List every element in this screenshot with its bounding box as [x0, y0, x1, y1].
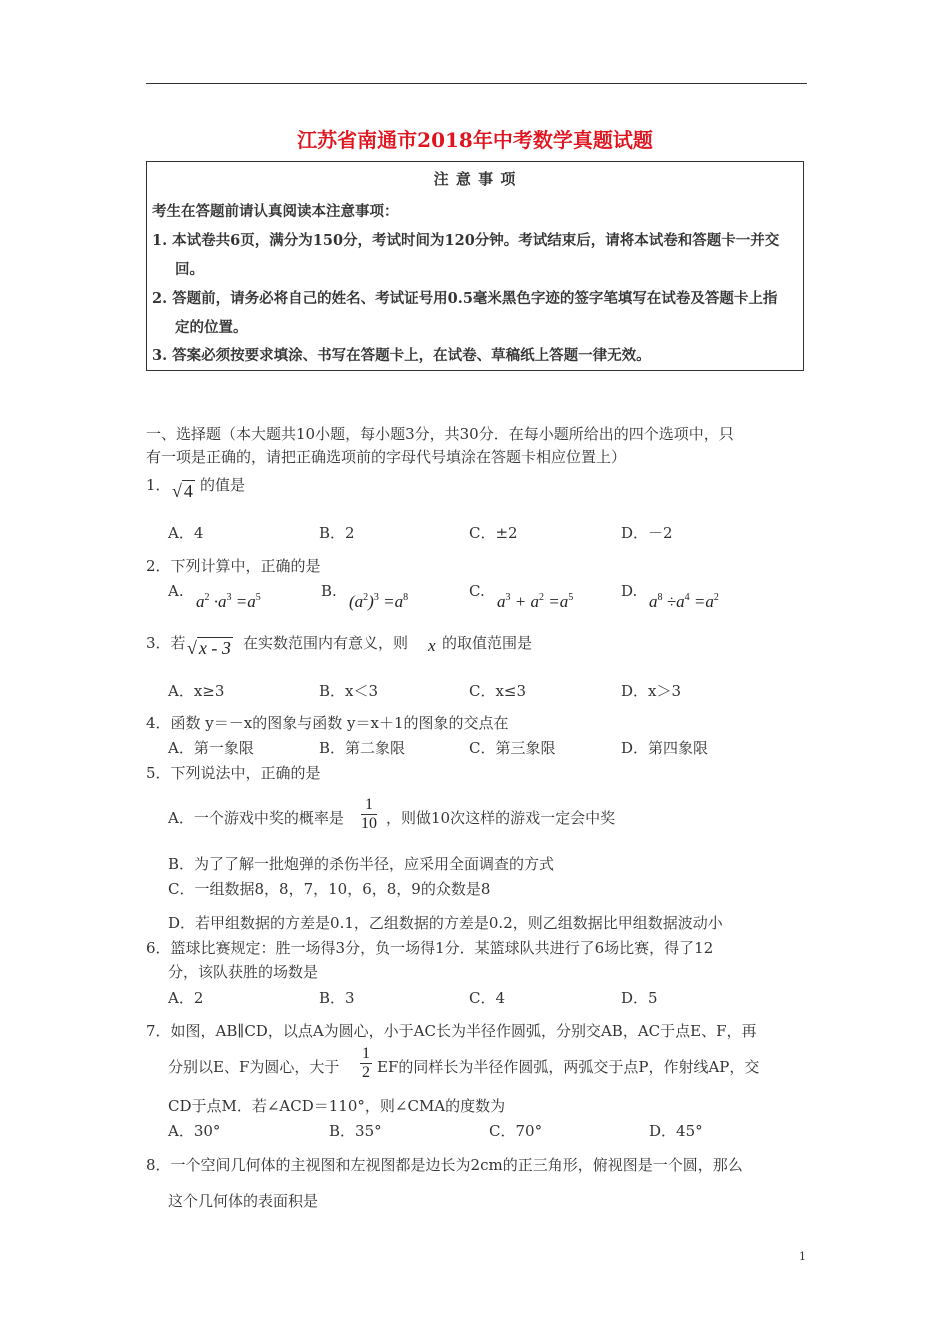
q4-option-b: B．第二象限: [319, 739, 406, 757]
notice-item-1a: 1. 本试卷共6页，满分为150分，考试时间为120分钟。考试结束后，请将本试卷和答题卡一并交: [152, 232, 780, 249]
q1-number: 1．: [146, 476, 171, 494]
q3-number: 3．若: [146, 634, 186, 652]
q2-expr-a: $a^2 \cdot a^3 =a^5$: [196, 592, 261, 611]
q5-option-c: C．一组数据8，8，7，10，6，8，9的众数是8: [168, 880, 491, 898]
q7-fraction: [360, 1045, 372, 1082]
q2-label-a: A.: [168, 582, 184, 600]
q6-line-2: 分，该队获胜的场数是: [168, 963, 319, 981]
q8-line-1: 8．一个空间几何体的主视图和左视图都是边长为2cm的正三角形，俯视图是一个圆，那么: [146, 1156, 743, 1174]
q3-radicand: x - 3: [198, 638, 231, 658]
q4-option-d: D．第四象限: [621, 739, 709, 757]
notice-heading: 注 意 事 项: [433, 170, 517, 188]
q7-fraction-numerator: 1: [362, 1045, 370, 1062]
q5-option-a-part2: ，则做10次这样的游戏一定会中奖: [386, 809, 616, 827]
q3-sqrt: √ x - 3: [187, 638, 231, 658]
page-title: 江苏省南通市2018年中考数学真题试题: [297, 128, 653, 152]
q8-line-2: 这个几何体的表面积是: [168, 1192, 319, 1210]
q3-stem-2: 的取值范围是: [442, 634, 533, 652]
q1-option-b: B．2: [319, 524, 355, 542]
q7-fraction-denominator: 2: [362, 1064, 370, 1081]
q7-line-2-part2: EF的同样长为半径作圆弧，两弧交于点P，作射线AP，交: [377, 1058, 760, 1076]
q2-label-c: C.: [469, 582, 485, 600]
q1-sqrt: √ 4: [172, 481, 193, 501]
q3-option-a: A．x≥3: [168, 682, 225, 700]
q3-option-c: C．x≤3: [469, 682, 527, 700]
notice-box: [146, 161, 804, 371]
q1-radicand: 4: [183, 481, 193, 501]
q5-option-b: B．为了了解一批炮弹的杀伤半径，应采用全面调查的方式: [168, 855, 555, 873]
q1-option-c: C．±2: [469, 524, 518, 542]
section-1-line-2: 有一项是正确的，请把正确选项前的字母代号填涂在答题卡相应位置上）: [146, 448, 627, 466]
q2-expr-d: $a^8 \div a^4 =a^2$: [649, 592, 719, 611]
q3-option-d: D．x＞3: [621, 682, 682, 700]
notice-item-1b: 回。: [175, 261, 204, 278]
page-number: 1: [799, 1250, 806, 1263]
q3-stem: 在实数范围内有意义，则: [243, 634, 409, 652]
q1-option-d: D．－2: [621, 524, 673, 542]
q5-option-a-part1: A．一个游戏中奖的概率是: [168, 809, 344, 827]
q7-line-2-part1: 分别以E、F为圆心，大于: [168, 1058, 340, 1076]
q3-variable: x: [428, 636, 436, 655]
top-rule: [146, 83, 807, 84]
q5-fraction: [361, 796, 377, 833]
section-1-line-1: 一、选择题（本大题共10小题，每小题3分，共30分．在每小题所给出的四个选项中，只: [146, 425, 734, 443]
q7-option-b: B．35°: [329, 1122, 382, 1140]
notice-item-3: 3. 答案必须按要求填涂、书写在答题卡上，在试卷、草稿纸上答题一律无效。: [152, 347, 651, 364]
q7-line-1: 7．如图，AB∥CD，以点A为圆心，小于AC长为半径作圆弧，分别交AB，AC于点E、F，再: [146, 1022, 757, 1040]
q2-expr-c: $a^3 + a^2 =a^5$: [497, 592, 574, 611]
q5-fraction-denominator: 10: [361, 815, 377, 832]
q6-option-d: D．5: [621, 989, 658, 1007]
q2-expr-b: $(a^2)^3 =a^8$: [349, 592, 409, 611]
notice-item-2a: 2. 答题前，请务必将自己的姓名、考试证号用0.5毫米黑色字迹的签字笔填写在试卷及答题卡上指: [152, 290, 778, 307]
q4-stem: 4．函数 y＝－x的图象与函数 y＝x＋1的图象的交点在: [146, 714, 509, 732]
q6-option-c: C．4: [469, 989, 506, 1007]
q7-line-3: CD于点M．若∠ACD＝110°，则∠CMA的度数为: [168, 1097, 506, 1115]
q6-line-1: 6．篮球比赛规定：胜一场得3分，负一场得1分．某篮球队共进行了6场比赛，得了12: [146, 939, 714, 957]
q7-option-d: D．45°: [649, 1122, 703, 1140]
q2-stem: 2．下列计算中，正确的是: [146, 557, 321, 575]
q7-option-c: C．70°: [489, 1122, 543, 1140]
q7-option-a: A．30°: [168, 1122, 221, 1140]
q4-option-a: A．第一象限: [168, 739, 254, 757]
q4-option-c: C．第三象限: [469, 739, 556, 757]
q1-stem: 的值是: [200, 476, 246, 494]
q1-option-a: A．4: [168, 524, 204, 542]
notice-item-2b: 定的位置。: [175, 319, 248, 336]
q6-option-a: A．2: [168, 989, 204, 1007]
q5-option-d: D．若甲组数据的方差是0.1，乙组数据的方差是0.2，则乙组数据比甲组数据波动小: [168, 914, 723, 932]
q5-fraction-numerator: 1: [361, 796, 377, 815]
q2-label-b: B.: [321, 582, 337, 600]
q6-option-b: B．3: [319, 989, 355, 1007]
q3-option-b: B．x＜3: [319, 682, 379, 700]
notice-intro: 考生在答题前请认真阅读本注意事项：: [152, 203, 399, 220]
q5-stem: 5．下列说法中，正确的是: [146, 764, 321, 782]
q2-label-d: D.: [621, 582, 638, 600]
